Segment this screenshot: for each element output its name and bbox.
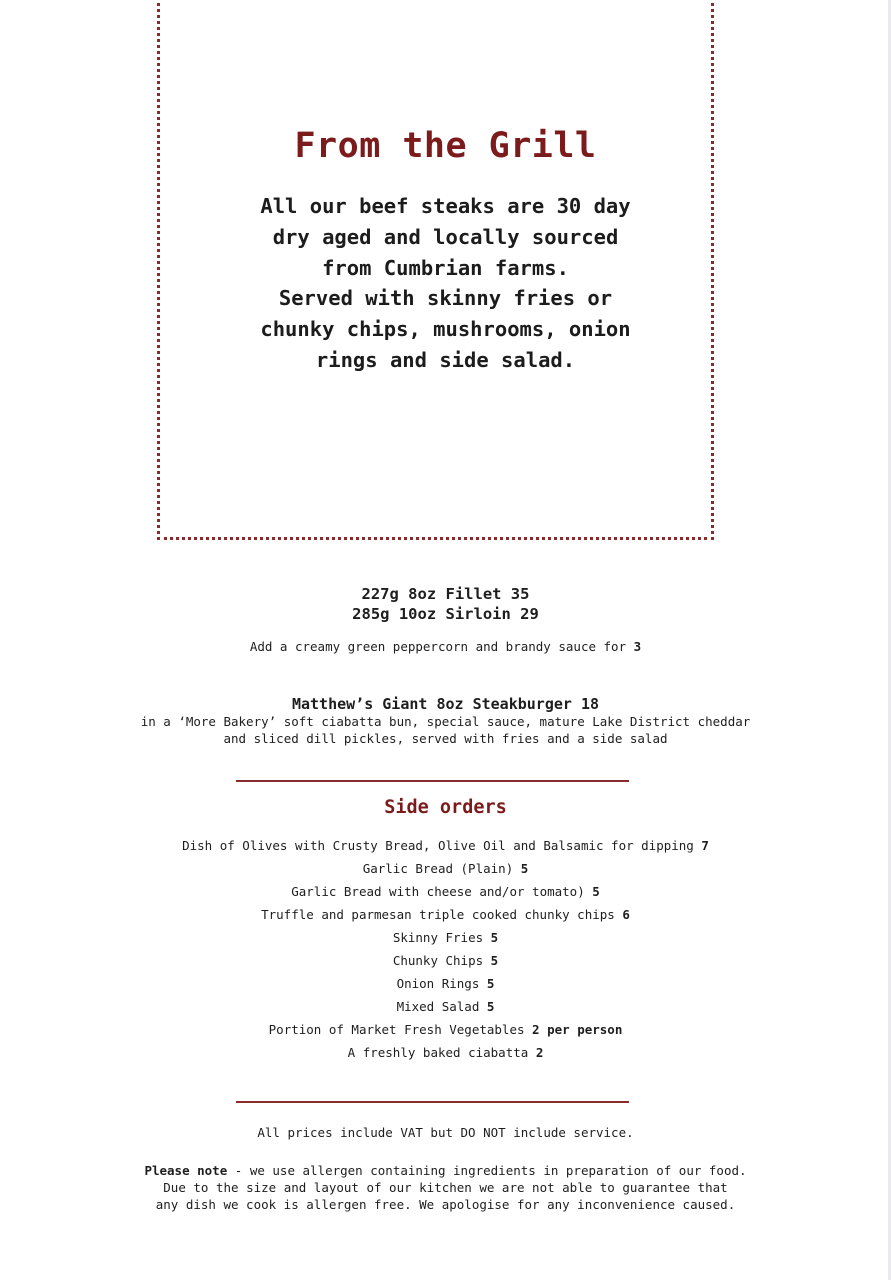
side-item-price: 5 [520, 861, 529, 876]
sauce-text: Add a creamy green peppercorn and brandy sauce for [249, 639, 627, 654]
side-item-name: Dish of Olives with Crusty Bread, Olive Oil and Balsamic for dipping [182, 838, 694, 853]
burger-description [0, 713, 891, 747]
side-item [0, 926, 891, 949]
side-item [0, 949, 891, 972]
burger-desc-line: and sliced dill pickles, served with fries and a side salad [223, 731, 668, 746]
side-item [0, 880, 891, 903]
side-item [0, 1041, 891, 1064]
intro-line: rings and side salad. [315, 347, 576, 372]
side-item-price: 5 [592, 884, 600, 899]
intro-line: from Cumbrian farms. [322, 255, 569, 280]
sauce-addon [0, 639, 891, 654]
side-item-name: Skinny Fries [392, 930, 484, 945]
allergen-note [0, 1163, 891, 1213]
side-item [0, 1018, 891, 1041]
side-item [0, 995, 891, 1018]
side-item-name: Truffle and parmesan triple cooked chunky chips [261, 907, 615, 922]
side-item-name: A freshly baked ciabatta [347, 1045, 529, 1060]
side-item [0, 857, 891, 880]
side-item-price: 2 per person [532, 1022, 623, 1037]
burger-name: Matthew’s Giant 8oz Steakburger 18 [291, 695, 600, 713]
note-text: - we use allergen containing ingredients in preparation of our food. [227, 1163, 747, 1178]
side-item-name: Garlic Bread with cheese and/or tomato) [291, 884, 585, 899]
side-item-price: 6 [622, 907, 630, 922]
intro-line: chunky chips, mushrooms, onion [260, 317, 631, 342]
steak-item: 227g 8oz Fillet 35 [361, 585, 530, 603]
side-item [0, 834, 891, 857]
sides-title: Side orders [384, 797, 507, 818]
grill-title: From the Grill [294, 126, 597, 166]
burger-desc-line: in a ‘More Bakery’ soft ciabatta bun, special sauce, mature Lake District cheddar [140, 714, 751, 729]
side-item-price: 7 [701, 838, 709, 853]
side-item-name: Garlic Bread (Plain) [362, 861, 514, 876]
grill-intro [0, 191, 891, 376]
allergen-note-line: Due to the size and layout of our kitchen we are not able to guarantee that [163, 1179, 728, 1195]
side-item-price: 5 [486, 999, 495, 1014]
intro-line: dry aged and locally sourced [272, 224, 619, 249]
steak-list [0, 584, 891, 624]
intro-line: Served with skinny fries or [278, 286, 613, 311]
sides-list [0, 834, 891, 1064]
side-item-name: Portion of Market Fresh Vegetables [268, 1022, 525, 1037]
allergen-note-line: any dish we cook is allergen free. We apologise for any inconvenience caused. [155, 1196, 736, 1212]
vat-note: All prices include VAT but DO NOT include service. [257, 1125, 634, 1140]
side-item-price: 2 [535, 1045, 544, 1060]
side-item [0, 972, 891, 995]
steak-item: 285g 10oz Sirloin 29 [352, 605, 539, 623]
side-item-price: 5 [490, 953, 499, 968]
side-item-name: Onion Rings [396, 976, 480, 991]
side-item-price: 5 [486, 976, 495, 991]
divider [236, 780, 629, 782]
side-item-name: Chunky Chips [392, 953, 484, 968]
divider [236, 1101, 629, 1103]
sauce-price: 3 [633, 639, 642, 654]
side-item-name: Mixed Salad [396, 999, 480, 1014]
note-label: Please note [144, 1163, 228, 1178]
side-item [0, 903, 891, 926]
allergen-note-line [0, 1163, 891, 1180]
side-item-price: 5 [490, 930, 499, 945]
intro-line: All our beef steaks are 30 day [260, 194, 631, 218]
